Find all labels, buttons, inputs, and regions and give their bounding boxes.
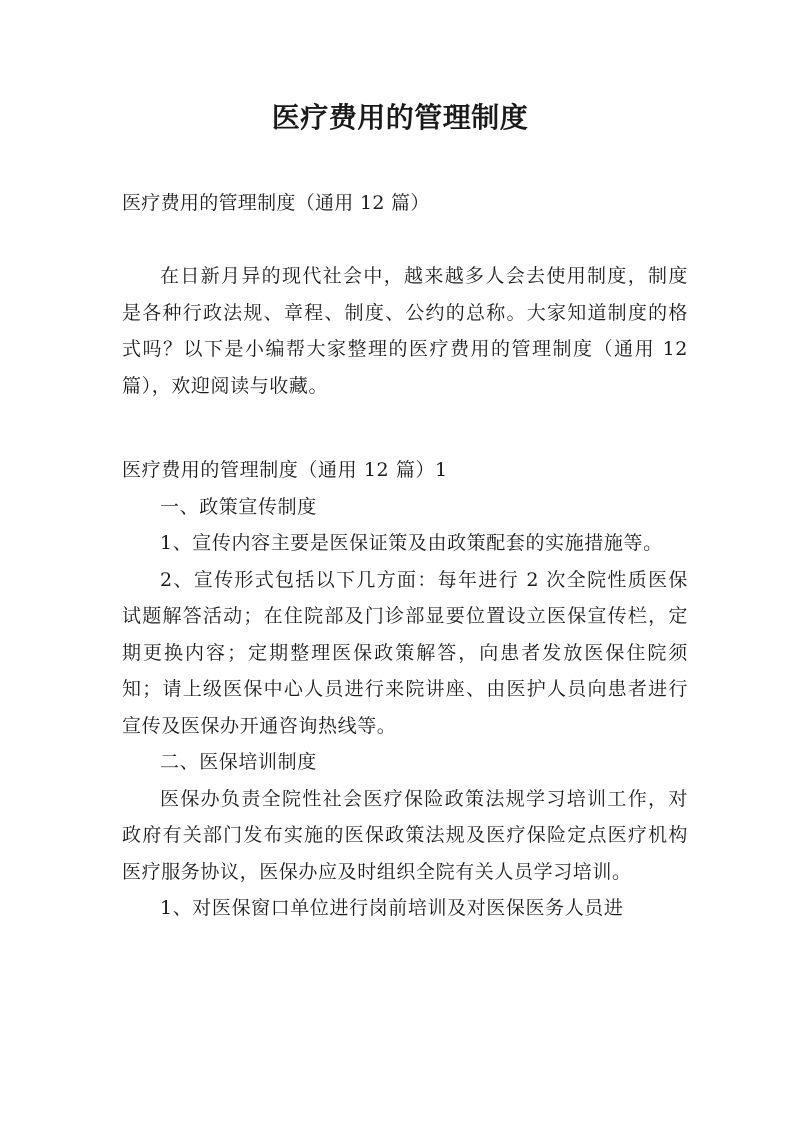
- part-1-item-2: 2、宣传形式包括以下几方面：每年进行 2 次全院性质医保试题解答活动；在住院部及门诊部显要位置设立医保宣传栏，定期更换内容；定期整理医保政策解答，向患者发放医保住院须知；请上级医保中心人员进行来院讲座、由医护人员向患者进行宣传及医保办开通咨询热线等。: [122, 568, 688, 737]
- section-1: [122, 452, 688, 927]
- part-1-heading: 一、政策宣传制度: [160, 495, 317, 518]
- section-1-heading: 医疗费用的管理制度（通用 12 篇）1: [122, 459, 448, 481]
- document-subtitle: 医疗费用的管理制度（通用 12 篇）: [122, 192, 430, 214]
- part-2-intro: 医保办负责全院性社会医疗保险政策法规学习培训工作，对政府有关部门发布实施的医保政策法规及医疗保险定点医疗机构医疗服务协议，医保办应及时组织全院有关人员学习培训。: [122, 787, 688, 883]
- document-title: 医疗费用的管理制度: [271, 101, 529, 134]
- intro-paragraph: 在日新月异的现代社会中，越来越多人会去使用制度，制度是各种行政法规、章程、制度、公约的总称。大家知道制度的格式吗？以下是小编帮大家整理的医疗费用的管理制度（通用 12 篇），欢迎阅读与收藏。: [122, 265, 688, 397]
- part-2-heading: 二、医保培训制度: [160, 751, 317, 773]
- part-1-item-1: 1、宣传内容主要是医保证策及由政策配套的实施措施等。: [160, 532, 663, 554]
- part-2-item-1: 1、对医保窗口单位进行岗前培训及对医保医务人员进: [160, 897, 624, 919]
